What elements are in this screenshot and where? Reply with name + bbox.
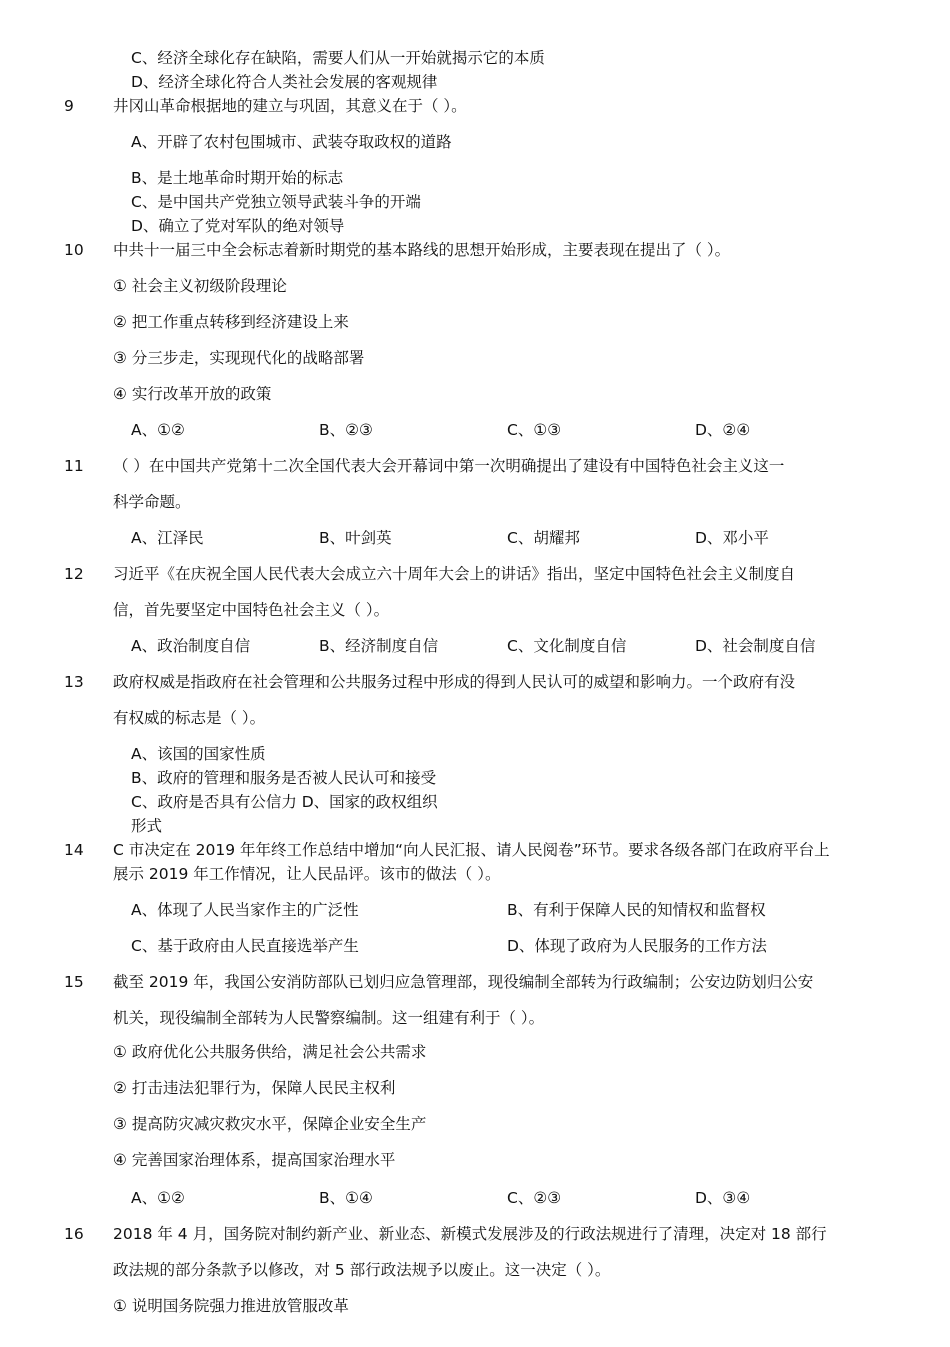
question-stem: 截至 2019 年，我国公安消防部队已划归应急管理部，现役编制全部转为行政编制；公安边防划归公安	[113, 973, 814, 991]
option-c: C、胡耀邦	[507, 529, 580, 547]
option-c: C、基于政府由人民直接选举产生	[131, 937, 359, 955]
option-a: A、该国的国家性质	[131, 745, 266, 763]
option-a: A、体现了人民当家作主的广泛性	[131, 901, 359, 919]
question-stem: 2018 年 4 月，国务院对制约新产业、新业态、新模式发展涉及的行政法规进行了清理，决定对 18 部行	[113, 1225, 827, 1243]
option-c: C、经济全球化存在缺陷，需要人们从一开始就揭示它的本质	[131, 49, 545, 67]
option-d-continued: 形式	[131, 817, 163, 835]
statement-item: ③ 提高防灾减灾救灾水平，保障企业安全生产	[113, 1115, 427, 1133]
option-c: C、是中国共产党独立领导武装斗争的开端	[131, 193, 421, 211]
statement-item: ④ 实行改革开放的政策	[113, 385, 272, 403]
question-number: 16	[64, 1225, 84, 1243]
option-a: A、政治制度自信	[131, 637, 251, 655]
statement-item: ② 打击违法犯罪行为，保障人民民主权利	[113, 1079, 396, 1097]
question-stem: 中共十一届三中全会标志着新时期党的基本路线的思想开始形成，主要表现在提出了（ ）。	[113, 241, 731, 259]
option-c: C、文化制度自信	[507, 637, 627, 655]
option-b: B、②③	[319, 421, 373, 439]
option-d: D、③④	[695, 1189, 751, 1207]
option-a: A、江泽民	[131, 529, 204, 547]
question-stem-continued: 展示 2019 年工作情况，让人民品评。该市的做法（ ）。	[113, 865, 501, 883]
question-stem-continued: 有权威的标志是（ ）。	[113, 709, 266, 727]
statement-item: ② 把工作重点转移到经济建设上来	[113, 313, 349, 331]
option-c-d: C、政府是否具有公信力 D、国家的政权组织	[131, 793, 438, 811]
option-b: B、是土地革命时期开始的标志	[131, 169, 344, 187]
option-d: D、体现了政府为人民服务的工作方法	[507, 937, 767, 955]
option-b: B、叶剑英	[319, 529, 392, 547]
question-stem: 井冈山革命根据地的建立与巩固，其意义在于（ ）。	[113, 97, 467, 115]
question-stem: 习近平《在庆祝全国人民代表大会成立六十周年大会上的讲话》指出，坚定中国特色社会主义制度自	[113, 565, 796, 583]
option-b: B、政府的管理和服务是否被人民认可和接受	[131, 769, 437, 787]
question-number: 9	[64, 97, 74, 115]
statement-item: ④ 完善国家治理体系，提高国家治理水平	[113, 1151, 396, 1169]
option-b: B、①④	[319, 1189, 373, 1207]
statement-item: ① 说明国务院强力推进放管服改革	[113, 1297, 349, 1315]
option-d: D、经济全球化符合人类社会发展的客观规律	[131, 73, 438, 91]
question-number: 14	[64, 841, 84, 859]
option-a: A、①②	[131, 421, 185, 439]
question-stem: （ ）在中国共产党第十二次全国代表大会开幕词中第一次明确提出了建设有中国特色社会主义这一	[113, 457, 785, 475]
question-stem-continued: 信，首先要坚定中国特色社会主义（ ）。	[113, 601, 390, 619]
option-a: A、①②	[131, 1189, 185, 1207]
option-b: B、有利于保障人民的知情权和监督权	[507, 901, 766, 919]
statement-item: ① 政府优化公共服务供给，满足社会公共需求	[113, 1043, 427, 1061]
option-d: D、社会制度自信	[695, 637, 816, 655]
option-d: D、确立了党对军队的绝对领导	[131, 217, 345, 235]
option-b: B、经济制度自信	[319, 637, 439, 655]
question-stem-continued: 机关，现役编制全部转为人民警察编制。这一组建有利于（ ）。	[113, 1009, 545, 1027]
question-number: 12	[64, 565, 84, 583]
statement-item: ③ 分三步走，实现现代化的战略部署	[113, 349, 365, 367]
option-d: D、邓小平	[695, 529, 769, 547]
option-d: D、②④	[695, 421, 751, 439]
question-stem: C 市决定在 2019 年年终工作总结中增加“向人民汇报、请人民阅卷”环节。要求各级各部门在政府平台上	[113, 841, 830, 859]
question-stem-continued: 科学命题。	[113, 493, 191, 511]
question-number: 11	[64, 457, 84, 475]
option-c: C、②③	[507, 1189, 562, 1207]
question-number: 10	[64, 241, 84, 259]
option-a: A、开辟了农村包围城市、武装夺取政权的道路	[131, 133, 452, 151]
question-number: 15	[64, 973, 84, 991]
question-number: 13	[64, 673, 84, 691]
statement-item: ① 社会主义初级阶段理论	[113, 277, 287, 295]
option-c: C、①③	[507, 421, 562, 439]
question-stem-continued: 政法规的部分条款予以修改，对 5 部行政法规予以废止。这一决定（ ）。	[113, 1261, 611, 1279]
question-stem: 政府权威是指政府在社会管理和公共服务过程中形成的得到人民认可的威望和影响力。一个政府有没	[113, 673, 796, 691]
